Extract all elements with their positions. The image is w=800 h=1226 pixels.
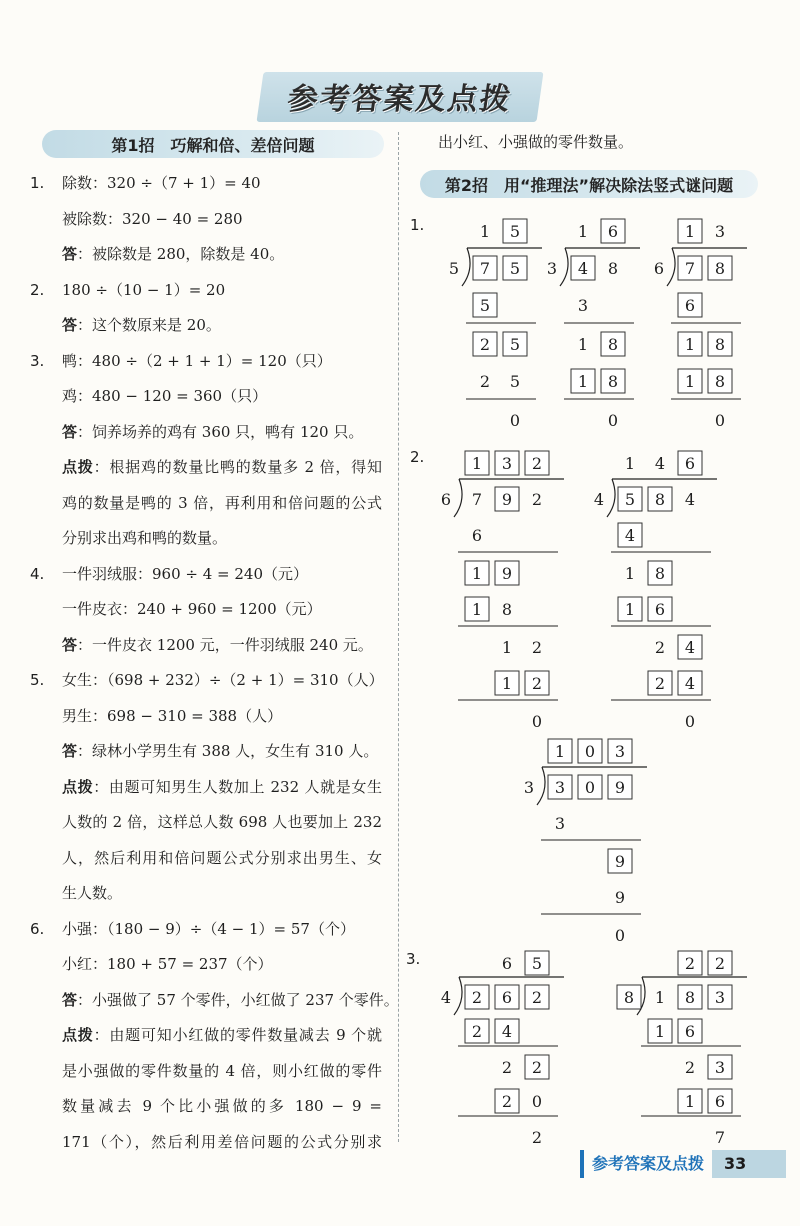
divisor: 6 [440,490,452,509]
answer-text: ：一件皮衣 1200 元，一件羽绒服 240 元。 [77,635,373,654]
digit: 0 [714,411,726,430]
answer-text: ：绿林小学男生有 388 人，女生有 310 人。 [77,742,379,760]
divisor: 4 [593,490,605,509]
digit: 2 [501,1058,513,1077]
digit: 6 [501,954,513,973]
answer-text: ：由题可知小红做的零件数量减去 9 个就 [93,1026,382,1044]
problem-number-2: 2. [410,448,425,466]
digit: 2 [531,988,543,1007]
answer-text: 数量减去 9 个比小强做的多 180 − 9 = [62,1097,382,1115]
digit: 6 [654,600,666,619]
answer-number: 2. [30,280,45,299]
answer-number: 4. [30,564,45,583]
digit: 4 [684,638,696,657]
page-number: 33 [712,1150,786,1178]
division-bracket [560,248,568,286]
answer-text: 人数的 2 倍，这样总人数 698 人也要加上 232 [62,813,382,831]
division-bracket [667,248,675,286]
digit: 1 [654,988,666,1007]
digit: 2 [479,335,491,354]
digit: 1 [471,454,483,473]
digit: 1 [471,600,483,619]
answer-number: 1. [30,174,45,192]
answer-label: 答 [62,742,78,760]
digit: 2 [531,1058,543,1077]
answer-label: 答 [62,422,78,441]
digit: 6 [471,526,483,545]
answer-number: 3. [30,351,45,370]
digit: 6 [714,1092,726,1111]
digit: 2 [531,454,543,473]
digit: 2 [531,1128,543,1147]
digit: 6 [684,296,696,315]
digit: 2 [479,372,491,391]
answer-text: 除数：320 ÷（7 + 1）= 40 [62,174,261,192]
answer-text: 180 ÷（10 − 1）= 20 [62,280,226,299]
digit: 8 [714,259,726,278]
digit: 7 [479,259,491,278]
digit: 4 [684,674,696,693]
answer-label: 答 [62,990,78,1009]
digit: 4 [577,259,589,278]
answer-text: 男生：698 − 310 = 388（人） [62,706,283,725]
digit: 1 [501,638,513,657]
answer-text: ：饲养场养的鸡有 360 只，鸭有 120 只。 [77,422,364,441]
digit: 1 [554,742,566,761]
digit: 1 [577,222,589,241]
division-bracket [462,248,470,286]
digit: 3 [714,988,726,1007]
digit: 5 [509,372,521,391]
division-bracket [607,479,615,517]
answer-text: 鸡：480 − 120 = 360（只） [62,387,268,405]
section1-header: 第1招 巧解和倍、差倍问题 [42,130,384,158]
answer-number: 6. [30,919,45,938]
divisor: 3 [546,259,558,278]
digit: 1 [624,564,636,583]
answer-text: 鸭：480 ÷（2 + 1 + 1）= 120（只） [62,351,332,370]
digit: 1 [577,335,589,354]
digit: 4 [684,490,696,509]
digit: 9 [501,564,513,583]
digit: 2 [714,954,726,973]
digit: 3 [577,296,589,315]
digit: 1 [501,674,513,693]
division-bracket [454,479,462,517]
digit: 0 [684,712,696,731]
digit: 6 [684,1022,696,1041]
digit: 3 [714,222,726,241]
digit: 5 [624,490,636,509]
problem-number-1: 1. [410,216,425,234]
digit: 3 [554,778,566,797]
digit: 2 [684,954,696,973]
digit: 2 [501,1092,513,1111]
digit: 1 [471,564,483,583]
digit: 9 [614,852,626,871]
digit: 4 [624,526,636,545]
digit: 5 [509,222,521,241]
digit: 1 [684,1092,696,1111]
digit: 6 [684,454,696,473]
digit: 8 [654,564,666,583]
answer-text: 被除数：320 − 40 = 280 [62,209,243,228]
digit: 6 [607,222,619,241]
digit: 4 [501,1022,513,1041]
digit: 2 [654,674,666,693]
digit: 8 [714,372,726,391]
answer-text: 鸡的数量是鸭的 3 倍，再利用和倍问题的公式 [62,493,382,512]
digit: 9 [501,490,513,509]
digit: 0 [584,778,596,797]
digit: 9 [614,778,626,797]
digit: 7 [471,490,483,509]
answer-text: 小红：180 + 57 = 237（个） [62,955,273,973]
digit: 1 [654,1022,666,1041]
digit: 8 [684,988,696,1007]
divisor: 8 [623,988,635,1007]
digit: 9 [614,888,626,907]
answer-text: 女生：（698 + 232）÷（2 + 1）= 310（人） [62,671,384,689]
digit: 0 [607,411,619,430]
continued-text: 出小红、小强做的零件数量。 [438,133,634,151]
answer-text: 一件羽绒服：960 ÷ 4 = 240（元） [62,564,309,583]
answer-number: 5. [30,671,45,689]
section2-header: 第2招 用“推理法”解决除法竖式谜问题 [420,170,758,198]
answer-label: 答 [62,635,78,654]
digit: 3 [614,742,626,761]
answer-label: 答 [62,316,78,334]
answer-label: 点拨 [62,777,94,796]
answer-text: ：这个数原来是 20。 [77,316,221,334]
digit: 8 [714,335,726,354]
answer-text: ：根据鸡的数量比鸭的数量多 2 倍，得知 [93,458,382,476]
answer-text: 人，然后利用和倍问题公式分别求出男生、女 [62,848,382,867]
answer-label: 答 [62,245,78,263]
digit: 2 [471,988,483,1007]
digit: 5 [479,296,491,315]
answer-text: 分别求出鸡和鸭的数量。 [62,529,228,547]
digit: 0 [584,742,596,761]
answer-text: 是小强做的零件数量的 4 倍，则小红做的零件 [62,1061,382,1080]
answer-text: ：由题可知男生人数加上 232 人就是女生 [93,777,382,796]
digit: 1 [684,222,696,241]
digit: 8 [607,259,619,278]
digit: 8 [607,372,619,391]
answer-text: 小强：（180 − 9）÷（4 − 1）= 57（个） [62,919,355,938]
answer-label: 点拨 [62,1026,94,1044]
divisor: 4 [440,988,452,1007]
page-title: 参考答案及点拨 [256,72,543,122]
digit: 0 [531,1092,543,1111]
digit: 2 [531,638,543,657]
digit: 5 [509,335,521,354]
answer-text: ：小强做了 57 个零件，小红做了 237 个零件。 [77,990,399,1009]
digit: 2 [471,1022,483,1041]
digit: 1 [577,372,589,391]
footer [580,1150,786,1178]
digit: 7 [684,259,696,278]
digit: 5 [531,954,543,973]
digit: 0 [614,926,626,945]
digit: 1 [684,335,696,354]
digit: 1 [479,222,491,241]
digit: 2 [654,638,666,657]
digit: 7 [714,1128,726,1147]
digit: 1 [624,600,636,619]
division-bracket [537,767,545,805]
digit: 3 [714,1058,726,1077]
digit: 3 [554,814,566,833]
digit: 5 [509,259,521,278]
digit: 6 [501,988,513,1007]
digit: 2 [684,1058,696,1077]
divisor: 5 [448,259,460,278]
digit: 4 [654,454,666,473]
divisor: 3 [523,778,535,797]
problem-number-3: 3. [406,950,421,968]
digit: 0 [509,411,521,430]
divisor: 6 [653,259,665,278]
answer-text: 生人数。 [62,884,123,902]
digit: 0 [531,712,543,731]
digit: 2 [531,674,543,693]
answer-text: 171（个），然后利用差倍问题的公式分别求 [62,1132,382,1151]
footer-bar [580,1150,584,1178]
digit: 1 [684,372,696,391]
digit: 8 [501,600,513,619]
digit: 2 [531,490,543,509]
digit: 1 [624,454,636,473]
answer-text: ：被除数是 280，除数是 40。 [77,245,285,263]
answer-label: 点拨 [62,458,94,476]
digit: 8 [607,335,619,354]
answer-text: 一件皮衣：240 + 960 = 1200（元） [62,600,322,618]
digit: 3 [501,454,513,473]
division-bracket [454,977,462,1015]
digit: 8 [654,490,666,509]
footer-label: 参考答案及点拨 [592,1154,705,1173]
